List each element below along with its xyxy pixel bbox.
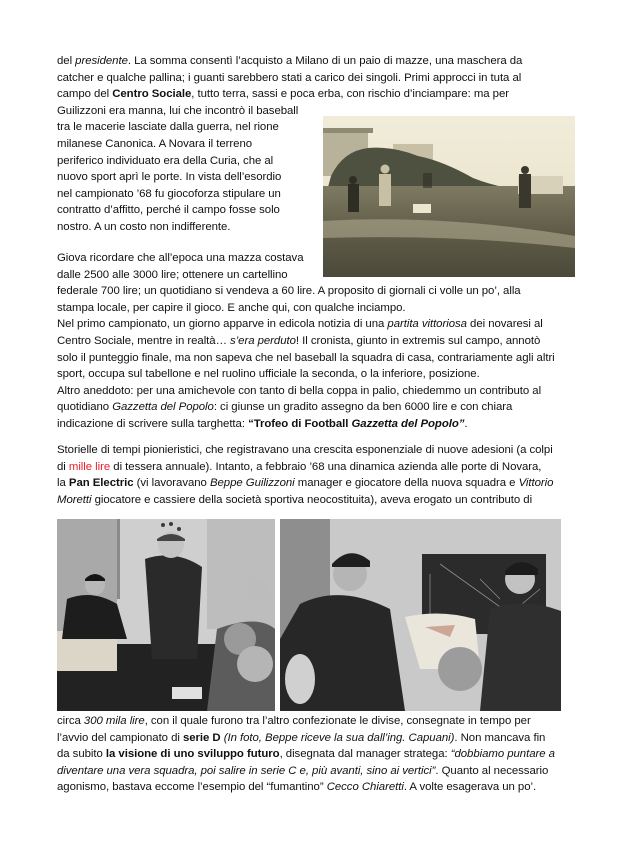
text-line: quotidiano Gazzetta del Popolo: ci giunse un gradito assegno da ben 6000 lire e con chiara <box>57 401 513 414</box>
photo-baseball-field <box>323 116 575 277</box>
text-line: Storielle di tempi pionieristici, che registravano una crescita esponenziale di nuove adesioni (a colpi <box>57 444 553 456</box>
text-line: periferico individuato era della Curia, che al <box>57 154 274 167</box>
highlight-mille-lire: mille lire <box>68 460 111 473</box>
photo-jersey-handover <box>280 519 561 711</box>
text-line: diventare una vera squadra, poi salire in serie C e, più avanti, sino ai vertici”. Quanto al necessario <box>57 764 549 777</box>
text-line: contratto d’affitto, perché il campo fosse solo <box>57 204 280 217</box>
text-line: tra le macerie lasciate dalla guerra, nel rione <box>57 121 279 134</box>
paragraph-sponsorship <box>57 442 577 508</box>
text-line: l’avvio del campionato di serie D (In foto, Beppe riceve la sua dall’ing. Capuani). Non mancava fin <box>57 731 546 744</box>
text-line: nuovo sport aprì le porte. In vista dell’esordio <box>57 171 282 184</box>
text-line: milanese Canonica. A Novara il terreno <box>57 137 253 150</box>
paragraph-uniforms <box>57 713 577 796</box>
text-line: solo il punteggio finale, ma non sapeva che nel baseball la squadra di casa, contrariamente agli altri <box>57 351 555 364</box>
text-line: da subito la visione di uno sviluppo futuro, disegnata dal manager stratega: “dobbiamo puntare a <box>57 748 555 761</box>
text-line: sport, occupa sul tabellone e nel ruolino ufficiale la seconda, o la inferiore, posizione. <box>57 368 480 381</box>
text-line: nel campionato ’68 fu giocoforza stipulare un <box>57 187 281 200</box>
text-line: federale 700 lire; un quotidiano si vendeva a 60 lire. A proposito di giornali ci volle un po’, alla <box>57 285 521 298</box>
text-line: del presidente. La somma consentì l’acquisto a Milano di un paio di mazze, una maschera da <box>57 55 523 67</box>
text-line: Giova ricordare che all’epoca una mazza costava <box>57 252 304 264</box>
text-line: la Pan Electric (vi lavoravano Beppe Guilizzoni manager e giocatore della nuova squadra e Vittorio <box>57 477 554 490</box>
text-line: Altro aneddoto: per una amichevole con tanto di bella coppa in palio, chiedemmo un contributo al <box>57 384 542 397</box>
text-line: catcher e qualche pallina; i guanti sarebbero stati a carico dei singoli. Primi approcci in tuta al <box>57 71 522 84</box>
text-line: stampa locale, per capire il gioco. E anche qui, con qualche inciampo. <box>57 301 406 314</box>
photo-meeting-table <box>57 519 275 711</box>
text-line: campo del Centro Sociale, tutto terra, sassi e poca erba, con rischio d’inciampare: ma per <box>57 88 509 101</box>
text-line: indicazione di scrivere sulla targhetta: “Trofeo di Football Gazzetta del Popolo”. <box>57 417 468 430</box>
text-line: agonismo, bastava eccome l’esempio del “fumantino” Cecco Chiaretti. A volte esagerava un po’. <box>57 781 537 794</box>
text-line: Moretti giocatore e cassiere della società sportiva neocostituita), aveva erogato un contributo di <box>57 493 533 506</box>
text-line: dalle 2500 alle 3000 lire; ottenere un cartellino <box>57 268 288 281</box>
text-line: di mille lire di tessera annuale). Intanto, a febbraio ’68 una dinamica azienda alle porte di Novara, <box>57 460 542 473</box>
text-line: Nel primo campionato, un giorno apparve in edicola notizia di una partita vittoriosa dei novaresi al <box>57 318 543 331</box>
paragraph-anecdotes <box>57 250 577 433</box>
text-line: Centro Sociale, mentre in realtà… s’era perduto! Il cronista, giunto in extremis sul campo, annotò <box>57 334 541 347</box>
text-line: circa 300 mila lire, con il quale furono tra l’altro confezionate le divise, consegnate in tempo per <box>57 715 531 727</box>
text-line: nostro. A un costo non indifferente. <box>57 220 231 233</box>
text-line: Guilizzoni era manna, lui che incontrò il baseball <box>57 104 299 117</box>
